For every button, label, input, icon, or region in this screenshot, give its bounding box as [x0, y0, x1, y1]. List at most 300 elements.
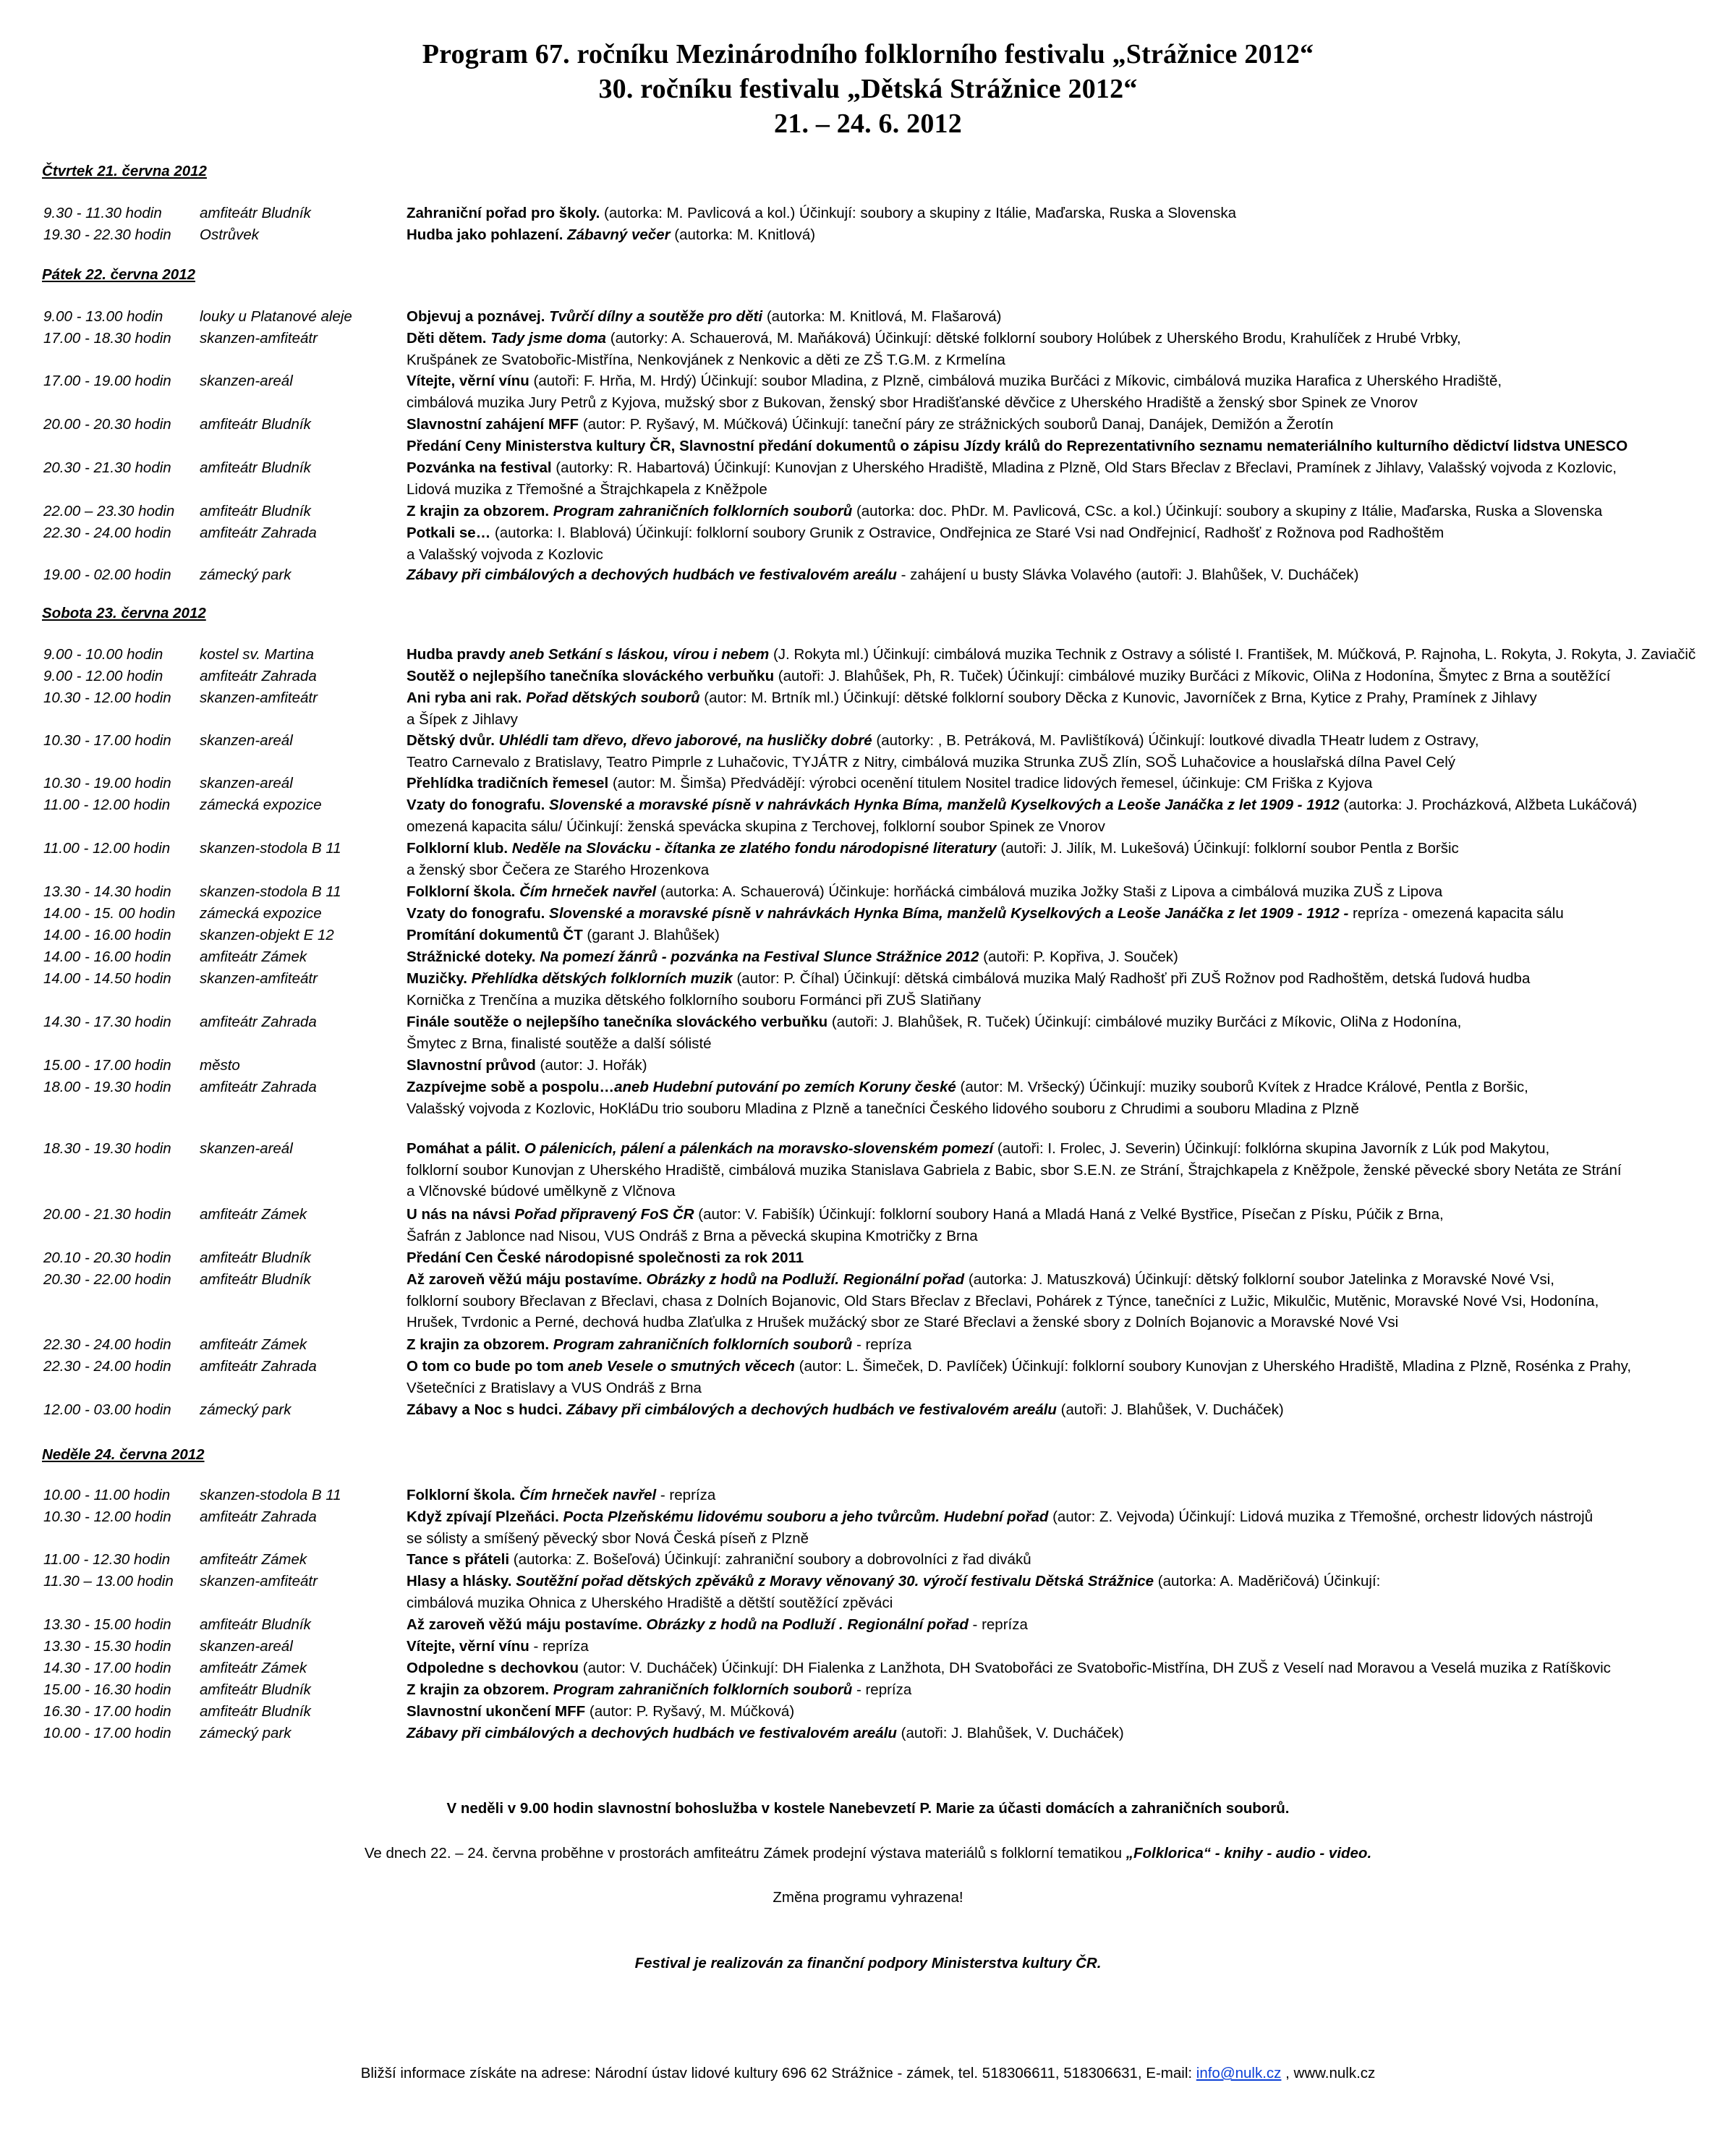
day-heading: Neděle 24. června 2012	[42, 1446, 205, 1463]
event-name: Až zaroveň věžú máju postavíme.	[407, 1616, 642, 1633]
event-place: amfiteátr Bludník	[200, 1271, 311, 1288]
event-details: (autorky: R. Habartová) Účinkují: Kunovjan z Uherského Hradiště, Mladina z Plzně, Old Stars Břeclav z Břeclavi, Pramínek z Jihlavy, Valašský vojvoda z Kozlovic,	[551, 459, 1617, 476]
event-details: (autor: V. Ducháček) Účinkují: DH Fialenka z Lanžhota, DH Svatobořáci ze Svatobořic-Mistřína, DH ZUŠ z Veselí nad Moravou a Veselá muzika z Ratíškovic	[579, 1660, 1611, 1676]
event-time: 9.00 - 12.00 hodin	[43, 668, 163, 684]
change-note: Změna programu vyhrazena!	[773, 1889, 963, 1906]
event-line	[407, 1249, 804, 1266]
event-subtitle: Zábavy při cimbálových a dechových hudbách ve festivalovém areálu	[562, 1401, 1057, 1418]
event-place: amfiteátr Bludník	[200, 1249, 311, 1266]
event-details-cont: se sólisty a smíšený pěvecký sbor Nová Česká píseň z Plzně	[407, 1529, 809, 1547]
event-description	[407, 1077, 1709, 1119]
event-subtitle: Pocta Plzeňskému lidovému souboru a jeho tvůrcům. Hudební pořad	[558, 1508, 1049, 1525]
event-description	[407, 457, 1709, 500]
event-place: zámecký park	[200, 1401, 292, 1418]
event-description	[407, 1485, 1709, 1506]
event-details: - repríza	[852, 1681, 912, 1698]
event-place: amfiteátr Bludník	[200, 459, 311, 476]
event-details: (autor: J. Hořák)	[535, 1057, 647, 1074]
event-subtitle: Zábavy při cimbálových a dechových hudbách ve festivalovém areálu	[407, 1725, 897, 1741]
event-details: - repríza	[852, 1336, 912, 1353]
event-description	[407, 1356, 1709, 1398]
event-time: 15.00 - 16.30 hodin	[43, 1681, 171, 1698]
event-time: 19.00 - 02.00 hodin	[43, 566, 171, 583]
event-time: 13.30 - 15.00 hodin	[43, 1616, 171, 1633]
title-line-3: 21. – 24. 6. 2012	[774, 109, 962, 139]
event-place: zámecká expozice	[200, 797, 322, 813]
event-place: město	[200, 1057, 240, 1074]
event-name: Folklorní škola.	[407, 883, 516, 900]
event-subtitle: aneb Vesele o smutných věcech	[563, 1358, 795, 1375]
event-line	[407, 1014, 1461, 1030]
event-name: Předání Cen České národopisné společnosti za rok 2011	[407, 1249, 804, 1266]
event-details-cont: Lidová muzika z Třemošné a Štrajchkapela z Kněžpole	[407, 480, 767, 498]
event-description	[407, 1055, 1709, 1077]
support-note: Festival je realizován za finanční podpory Ministerstva kultury ČR.	[634, 1955, 1102, 1971]
event-details: (autor: P. Číhal) Účinkují: dětská cimbálová muzika Malý Radhošť při ZUŠ Rožnov pod Radhoštěm, detská ľudová hudba	[732, 970, 1531, 987]
event-line	[407, 1271, 1554, 1288]
event-place: amfiteátr Zahrada	[200, 1358, 317, 1375]
event-subtitle: Přehlídka dětských folklorních muzik	[467, 970, 733, 987]
event-name: Zahraniční pořad pro školy.	[407, 205, 600, 221]
event-line	[407, 1401, 1284, 1418]
event-details: repríza - omezená kapacita sálu	[1348, 905, 1564, 922]
event-details: - repríza	[529, 1638, 589, 1655]
event-name: Zábavy a Noc s hudci.	[407, 1401, 563, 1418]
event-details: (autor: L. Šimeček, D. Pavlíček) Účinkují: folklorní soubory Kunovjan z Uherského Hradiště, Mladina z Plzně, Rosénka z Prahy,	[794, 1358, 1632, 1375]
event-details-cont: Krušpánek ze Svatobořic-Mistřína, Nenkovjánek z Nenkovic a děti ze ZŠ T.G.M. z Krmelína	[407, 351, 1005, 368]
event-details-cont: a Šípek z Jihlavy	[407, 710, 518, 728]
event-details: (autor: M. Šimša) Předvádějí: výrobci ocenění titulem Nositel tradice lidových řemesel, účinkuje: CM Friška z Kyjova	[608, 775, 1373, 791]
event-details: (autorka: A. Maděričová) Účinkují:	[1154, 1573, 1381, 1589]
event-time: 22.00 – 23.30 hodin	[43, 503, 175, 519]
event-place: skanzen-areál	[200, 373, 293, 389]
event-description	[407, 522, 1709, 565]
event-time: 22.30 - 24.00 hodin	[43, 1358, 171, 1375]
event-description	[407, 1204, 1709, 1247]
event-name: Zazpívejme sobě a pospolu…	[407, 1079, 615, 1095]
event-details: (autorka: M. Knitlová, M. Flašarová)	[762, 308, 1002, 325]
title-line-2: 30. ročníku festivalu „Dětská Strážnice 2012“	[598, 74, 1138, 104]
event-name: Folklorní škola.	[407, 1487, 516, 1503]
event-line	[407, 1638, 589, 1655]
event-time: 19.30 - 22.30 hodin	[43, 226, 171, 243]
event-time: 16.30 - 17.00 hodin	[43, 1703, 171, 1720]
event-place: skanzen-amfiteátr	[200, 330, 318, 347]
event-details: (autorka: A. Schauerová) Účinkuje: horňácká cimbálová muzika Jožky Staši z Lipova a cimbálová muzika ZUŠ z Lipova	[656, 883, 1443, 900]
event-details-cont: Šmytec z Brna, finalisté soutěže a další sólisté	[407, 1035, 712, 1052]
event-details: (autoři: J. Jilík, M. Lukešová) Účinkují: folklorní soubor Pentla z Boršic	[996, 840, 1459, 857]
event-details: - zahájení u busty Slávka Volavého (autoři: J. Blahůšek, V. Ducháček)	[896, 566, 1359, 583]
event-description	[407, 838, 1709, 880]
event-time: 11.30 – 13.00 hodin	[43, 1573, 174, 1589]
event-name: Vítejte, věrní vínu	[407, 373, 529, 389]
event-description	[407, 1636, 1709, 1658]
event-subtitle: Neděle na Slovácku - čítanka ze zlatého fondu národopisné literatury	[508, 840, 997, 857]
event-details: (autorka: M. Knitlová)	[670, 226, 816, 243]
event-place: amfiteátr Bludník	[200, 1681, 311, 1698]
event-details: (autorka: M. Pavlicová a kol.) Účinkují: soubory a skupiny z Itálie, Maďarska, Ruska a Slovenska	[600, 205, 1236, 221]
event-time: 14.30 - 17.30 hodin	[43, 1014, 171, 1030]
event-time: 10.30 - 19.00 hodin	[43, 775, 171, 791]
event-description	[407, 881, 1709, 903]
event-details-cont: a ženský sbor Čečera ze Starého Hrozenkova	[407, 861, 710, 878]
event-place: skanzen-areál	[200, 1638, 293, 1655]
event-description	[407, 968, 1709, 1011]
mass-note: V neděli v 9.00 hodin slavnostní bohoslužba v kostele Nanebevzetí P. Marie za účasti domácích a zahraničních souborů.	[446, 1800, 1290, 1817]
event-time: 17.00 - 19.00 hodin	[43, 373, 171, 389]
event-time: 10.30 - 17.00 hodin	[43, 732, 171, 749]
event-time: 13.30 - 15.30 hodin	[43, 1638, 171, 1655]
event-name: Promítání dokumentů ČT	[407, 927, 583, 943]
event-name: Z krajin za obzorem.	[407, 1681, 550, 1698]
event-details: (autor: P. Ryšavý, M. Múčková) Účinkují: taneční páry ze strážnických souborů Danaj, Danájek, Demižón a Žerotín	[579, 416, 1334, 433]
event-subtitle: Zábavy při cimbálových a dechových hudbách ve festivalovém areálu	[407, 566, 897, 583]
event-subtitle: aneb Hudební putování po zemích Koruny české	[614, 1079, 956, 1095]
event-description	[407, 1506, 1709, 1549]
event-line	[407, 970, 1530, 987]
event-time: 18.30 - 19.30 hodin	[43, 1140, 171, 1157]
event-subtitle: Slovenské a moravské písně v nahrávkách Hynka Bíma, manželů Kyselkových a Leoše Janáčka z let 1909 - 1912	[545, 797, 1340, 813]
event-place: amfiteátr Zámek	[200, 1551, 307, 1568]
event-line	[407, 732, 1479, 749]
event-details: (autorka: J. Matuszková) Účinkují: dětský folklorní soubor Jatelinka z Moravské Nové Vsi,	[964, 1271, 1554, 1288]
event-time: 11.00 - 12.00 hodin	[43, 840, 171, 857]
event-subtitle: aneb Setkání s láskou, vírou i nebem	[505, 646, 770, 663]
event-time: 15.00 - 17.00 hodin	[43, 1057, 171, 1074]
sale-note-text: Ve dnech 22. – 24. června proběhne v prostorách amfiteátru Zámek prodejní výstava materiálů s folklorní tematikou	[364, 1845, 1126, 1862]
event-description	[407, 1571, 1709, 1613]
event-line	[407, 330, 1461, 347]
event-name: Pozvánka na festival	[407, 459, 552, 476]
event-name: Odpoledne s dechovkou	[407, 1660, 579, 1676]
event-subtitle: O pálenicích, pálení a pálenkách na moravsko-slovenském pomezí	[520, 1140, 994, 1157]
event-line	[407, 373, 1502, 389]
event-place: amfiteátr Bludník	[200, 503, 311, 519]
event-line	[407, 205, 1236, 221]
event-line	[407, 1358, 1631, 1375]
event-name: Dětský dvůr.	[407, 732, 495, 749]
event-place: skanzen-amfiteátr	[200, 1573, 318, 1589]
day-heading: Sobota 23. června 2012	[42, 605, 206, 621]
event-description	[407, 925, 1709, 946]
event-description	[407, 687, 1709, 730]
event-subtitle: Program zahraničních folklorních souborů	[549, 1336, 853, 1353]
event-time: 10.00 - 11.00 hodin	[43, 1487, 171, 1503]
event-line	[407, 1551, 1031, 1568]
event-description	[407, 224, 1709, 246]
event-name: Děti dětem.	[407, 330, 487, 347]
event-line	[407, 1057, 647, 1074]
event-subtitle: Pořad dětských souborů	[522, 689, 700, 706]
event-line	[407, 566, 1358, 583]
event-line	[407, 948, 1178, 965]
event-details: (autor: P. Ryšavý, M. Múčková)	[585, 1703, 795, 1720]
event-line	[407, 797, 1637, 813]
event-description	[407, 946, 1709, 968]
event-name: Slavnostní ukončení MFF	[407, 1703, 586, 1720]
event-details-cont: Všetečníci z Bratislavy a VUS Ondráš z Brna	[407, 1379, 702, 1396]
event-line	[407, 646, 1695, 663]
event-place: skanzen-stodola B 11	[200, 840, 341, 857]
event-details: - repríza	[968, 1616, 1028, 1633]
event-name: Slavnostní zahájení MFF	[407, 416, 579, 433]
event-name: Folklorní klub.	[407, 840, 509, 857]
event-name: U nás na návsi	[407, 1206, 511, 1223]
event-time: 14.30 - 17.00 hodin	[43, 1660, 171, 1676]
event-details-cont: cimbálová muzika Jury Petrů z Kyjova, mužský sbor z Bukovan, ženský sbor Hradišťanské děvčice z Uherského Hradiště a ženský sbor Spinek ze Vnorov	[407, 394, 1418, 411]
event-name: Pomáhat a pálit.	[407, 1140, 521, 1157]
event-place: amfiteátr Zámek	[200, 1660, 307, 1676]
event-line	[407, 459, 1617, 476]
event-description	[407, 1549, 1709, 1571]
event-line	[407, 1660, 1611, 1676]
event-place: amfiteátr Bludník	[200, 205, 311, 221]
event-subtitle: Tady jsme doma	[486, 330, 607, 347]
event-details-cont: Šafrán z Jablonce nad Nisou, VUS Ondráš z Brna a pěvecká skupina Kmotričky z Brna	[407, 1227, 978, 1244]
event-line	[407, 905, 1564, 922]
event-details: (autoři: J. Blahůšek, V. Ducháček)	[1056, 1401, 1284, 1418]
event-line	[407, 883, 1442, 900]
event-details: - repríza	[656, 1487, 716, 1503]
event-name: Přehlídka tradičních řemesel	[407, 775, 609, 791]
event-place: amfiteátr Zahrada	[200, 525, 317, 541]
event-details: (autoři: I. Frolec, J. Severin) Účinkují: folklórna skupina Javorník z Lúk pod Makytou,	[993, 1140, 1550, 1157]
contact-email-link[interactable]: info@nulk.cz	[1196, 2065, 1282, 2081]
event-place: skanzen-areál	[200, 732, 293, 749]
event-place: amfiteátr Zámek	[200, 948, 307, 965]
event-time: 17.00 - 18.30 hodin	[43, 330, 171, 347]
event-time: 11.00 - 12.00 hodin	[43, 797, 171, 813]
event-time: 14.00 - 15. 00 hodin	[43, 905, 176, 922]
day-heading: Čtvrtek 21. června 2012	[42, 163, 207, 179]
event-line	[407, 1703, 794, 1720]
event-time: 10.30 - 12.00 hodin	[43, 689, 171, 706]
event-place: zámecký park	[200, 566, 292, 583]
event-line	[407, 1725, 1124, 1741]
event-place: amfiteátr Zahrada	[200, 1508, 317, 1525]
event-details: (autor: M. Brtník ml.) Účinkují: dětské folklorní soubory Děcka z Kunovic, Javorníček z Brna, Kytice z Prahy, Pramínek z Jihlavy	[699, 689, 1537, 706]
event-place: louky u Platanové aleje	[200, 308, 352, 325]
event-details-cont: Hrušek, Tvrdonic a Perné, dechová hudba Zlaťulka z Hrušek mužácký sbor ze Staré Břeclavi a ženské sbory z Dolních Bojanovic a Moravské Nové Vsi	[407, 1314, 1399, 1330]
event-name: Soutěž o nejlepšího tanečníka slováckého verbuňku	[407, 668, 775, 684]
event-line	[407, 775, 1372, 791]
event-name: Vzaty do fonografu.	[407, 797, 545, 813]
event-time: 11.00 - 12.30 hodin	[43, 1551, 171, 1568]
event-name: Tance s přáteli	[407, 1551, 510, 1568]
contact-note	[0, 2063, 1736, 2084]
event-description	[407, 773, 1709, 794]
event-name: Potkali se…	[407, 525, 491, 541]
event-place: skanzen-areál	[200, 1140, 293, 1157]
event-place: skanzen-amfiteátr	[200, 970, 318, 987]
event-details: (garant J. Blahůšek)	[582, 927, 720, 943]
event-description	[407, 730, 1709, 773]
event-name: Když zpívají Plzeňáci.	[407, 1508, 559, 1525]
sale-note-folklorica: „Folklorica“ - knihy - audio - video.	[1126, 1845, 1372, 1862]
event-place: Ostrůvek	[200, 226, 260, 243]
event-line	[407, 416, 1333, 433]
event-time: 9.30 - 11.30 hodin	[43, 205, 162, 221]
event-description	[407, 203, 1709, 224]
event-details: (J. Rokyta ml.) Účinkují: cimbálová muzika Technik z Ostravy a sólisté I. František, M. Múčková, P. Rajnoha, L. Rokyta, J. Rokyta, J. Zaviačič	[769, 646, 1696, 663]
event-description	[407, 1614, 1709, 1636]
event-line	[407, 1681, 911, 1698]
event-time: 22.30 - 24.00 hodin	[43, 1336, 171, 1353]
event-place: amfiteátr Zámek	[200, 1206, 307, 1223]
event-place: zámecký park	[200, 1725, 292, 1741]
event-details-cont: a Vlčnovské búdové umělkyně z Vlčnova	[407, 1183, 676, 1200]
event-name: Hudba jako pohlazení.	[407, 226, 563, 243]
event-place: amfiteátr Bludník	[200, 416, 311, 433]
event-description	[407, 1011, 1709, 1054]
event-details: (autor: V. Fabišík) Účinkují: folklorní soubory Haná a Mladá Haná z Velké Bystřice, Písečan z Písku, Púčik z Brna,	[694, 1206, 1444, 1223]
event-place: amfiteátr Bludník	[200, 1703, 311, 1720]
event-name: Ani ryba ani rak.	[407, 689, 522, 706]
event-details-cont: a Valašský vojvoda z Kozlovic	[407, 546, 603, 563]
event-description	[407, 1247, 1709, 1269]
event-description	[407, 1334, 1709, 1356]
event-description	[407, 666, 1709, 687]
event-time: 14.00 - 16.00 hodin	[43, 927, 171, 943]
event-name: O tom co bude po tom	[407, 1358, 564, 1375]
event-details-cont: omezená kapacita sálu/ Účinkují: ženská spevácka skupina z Terchovej, folklorní soubor Spinek ze Vnorov	[407, 818, 1105, 835]
event-line	[407, 1616, 1028, 1633]
event-line	[407, 927, 720, 943]
event-details: (autoři: J. Blahůšek, R. Tuček) Účinkují: cimbálové muziky Burčáci z Míkovic, OliNa z Hodonína,	[827, 1014, 1462, 1030]
event-time: 13.30 - 14.30 hodin	[43, 883, 171, 900]
event-line	[407, 1487, 715, 1503]
event-description	[407, 501, 1709, 522]
event-time: 14.00 - 16.00 hodin	[43, 948, 171, 965]
event-name: Finále soutěže o nejlepšího tanečníka slováckého verbuňku	[407, 1014, 828, 1030]
event-details: (autorka: doc. PhDr. M. Pavlicová, CSc. a kol.) Účinkují: soubory a skupiny z Itálie, Maďarska, Ruska a Slovenska	[852, 503, 1603, 519]
contact-text: Bližší informace získáte na adrese: Národní ústav lidové kultury 696 62 Strážnice - zámek, tel. 518306611, 518306631, E-mail:	[360, 2065, 1196, 2081]
event-place: amfiteátr Zámek	[200, 1336, 307, 1353]
event-details: (autoři: J. Blahůšek, V. Ducháček)	[896, 1725, 1124, 1741]
event-line	[407, 1336, 911, 1353]
event-details: (autorky: , B. Petráková, M. Pavlištíková) Účinkují: loutkové divadla THeatr ludem z Ostravy,	[872, 732, 1479, 749]
event-details: (autoři: F. Hrňa, M. Hrdý) Účinkují: soubor Mladina, z Plzně, cimbálová muzika Burčáci z Míkovic, cimbálová muzika Harafica z Uherského Hradiště,	[529, 373, 1502, 389]
event-subtitle: Program zahraničních folklorních souborů	[549, 1681, 853, 1698]
event-details-cont: folklorní soubory Břeclavan z Břeclavi, chasa z Dolních Bojanovic, Old Stars Břeclav z Břeclavi, Pohárek z Týnce, tanečníci z Lužic, Mikulčic, Mutěnic, Moravské Nové Vsi, Hodonína,	[407, 1292, 1599, 1310]
event-details-cont: Teatro Carnevalo z Bratislavy, Teatro Pimprle z Luhačovic, TYJÁTR z Nitry, cimbálová muzika Strunka ZUŠ Zlín, SOŠ Luhačovice a houslařská dílna Pavel Celý	[407, 753, 1456, 771]
event-line	[407, 1573, 1380, 1589]
event-place: amfiteátr Zahrada	[200, 1079, 317, 1095]
event-line	[407, 668, 1610, 684]
event-line	[407, 226, 815, 243]
event-description	[407, 903, 1709, 925]
event-line	[407, 1079, 1528, 1095]
event-place: skanzen-stodola B 11	[200, 1487, 341, 1503]
event-description	[407, 1269, 1709, 1333]
event-subtitle: Na pomezí žánrů - pozvánka na Festival Slunce Strážnice 2012	[535, 948, 979, 965]
event-line	[407, 1140, 1549, 1157]
event-description	[407, 644, 1709, 666]
event-name: Vzaty do fonografu.	[407, 905, 545, 922]
event-name: Hlasy a hlásky.	[407, 1573, 512, 1589]
event-time: 20.00 - 21.30 hodin	[43, 1206, 171, 1223]
title-line-1: Program 67. ročníku Mezinárodního folklorního festivalu „Strážnice 2012“	[422, 39, 1314, 69]
event-line	[407, 503, 1602, 519]
event-place: skanzen-objekt E 12	[200, 927, 334, 943]
event-time: 9.00 - 13.00 hodin	[43, 308, 163, 325]
contact-web: , www.nulk.cz	[1281, 2065, 1376, 2081]
event-name: Z krajin za obzorem.	[407, 503, 550, 519]
event-time: 12.00 - 03.00 hodin	[43, 1401, 171, 1418]
event-place: amfiteátr Bludník	[200, 1616, 311, 1633]
event-name: Hudba pravdy	[407, 646, 506, 663]
event-line	[407, 1508, 1593, 1525]
event-place: amfiteátr Zahrada	[200, 1014, 317, 1030]
event-subtitle: Zábavný večer	[563, 226, 671, 243]
event-place: amfiteátr Zahrada	[200, 668, 317, 684]
event-line	[407, 689, 1537, 706]
event-name: Až zaroveň věžú máju postavíme.	[407, 1271, 642, 1288]
event-subtitle: Slovenské a moravské písně v nahrávkách Hynka Bíma, manželů Kyselkových a Leoše Janáčka z let 1909 - 1912 -	[545, 905, 1349, 922]
event-description	[407, 564, 1709, 586]
event-time: 9.00 - 10.00 hodin	[43, 646, 163, 663]
event-description	[407, 1658, 1709, 1679]
event-details: (autorka: I. Blablová) Účinkují: folklorní soubory Grunik z Ostravice, Ondřejnica ze Staré Vsi nad Ondřejnicí, Radhošť z Rožnova pod Radhoštěm	[490, 525, 1444, 541]
event-subtitle: Uhlédli tam dřevo, dřevo jaborové, na husličky dobré	[494, 732, 872, 749]
event-details: (autorky: A. Schauerová, M. Maňáková) Účinkují: dětské folklorní soubory Holúbek z Uherského Brodu, Krahulíček z Hrubé Vrbky,	[606, 330, 1461, 347]
event-name: Z krajin za obzorem.	[407, 1336, 550, 1353]
event-name: Muzičky.	[407, 970, 467, 987]
event-name: Slavnostní průvod	[407, 1057, 536, 1074]
event-time: 18.00 - 19.30 hodin	[43, 1079, 171, 1095]
event-subtitle: Program zahraničních folklorních souborů	[549, 503, 853, 519]
event-extra-line: Předání Ceny Ministerstva kultury ČR, Slavnostní předání dokumentů o zápisu Jízdy králů do Reprezentativního seznamu nemateriálního kulturního dědictví lidstva UNESCO	[407, 437, 1628, 454]
event-description	[407, 414, 1709, 457]
event-place: zámecká expozice	[200, 905, 322, 922]
event-name: Vítejte, věrní vínu	[407, 1638, 529, 1655]
event-details-cont: cimbálová muzika Ohnica z Uherského Hradiště a dětští soutěžící zpěváci	[407, 1594, 893, 1611]
event-line	[407, 308, 1002, 325]
event-details: (autor: Z. Vejvoda) Účinkují: Lidová muzika z Třemošné, orchestr lidových nástrojů	[1048, 1508, 1594, 1525]
event-place: kostel sv. Martina	[200, 646, 314, 663]
event-description	[407, 1701, 1709, 1723]
event-line	[407, 1206, 1444, 1223]
event-subtitle: Pořad připravený FoS ČR	[510, 1206, 694, 1223]
event-subtitle: Soutěžní pořad dětských zpěváků z Moravy věnovaný 30. výročí festivalu Dětská Strážnice	[511, 1573, 1154, 1589]
event-details: (autor: M. Vršecký) Účinkují: muziky souborů Kvítek z Hradce Králové, Pentla z Boršic,	[956, 1079, 1528, 1095]
event-description	[407, 1723, 1709, 1744]
event-line	[407, 525, 1444, 541]
event-details: (autorka: Z. Bošeľová) Účinkují: zahraniční soubory a dobrovolníci z řad diváků	[509, 1551, 1031, 1568]
event-description	[407, 794, 1709, 837]
event-details-cont: folklorní soubor Kunovjan z Uherského Hradiště, cimbálová muzika Stanislava Gabriela z Babic, sbor S.E.N. ze Strání, Štrajchkapela z Kněžpole, ženské pěvecké sbory Netáta ze Strání	[407, 1161, 1622, 1179]
day-heading: Pátek 22. června 2012	[42, 266, 195, 283]
event-time: 20.10 - 20.30 hodin	[43, 1249, 171, 1266]
event-time: 20.30 - 22.00 hodin	[43, 1271, 171, 1288]
event-time: 20.00 - 20.30 hodin	[43, 416, 171, 433]
event-details: (autoři: J. Blahůšek, Ph, R. Tuček) Účinkují: cimbálové muziky Burčáci z Míkovic, OliNa z Hodonína, Šmytec z Brna a soutěžící	[774, 668, 1611, 684]
event-name: Strážnické doteky.	[407, 948, 536, 965]
event-time: 14.00 - 14.50 hodin	[43, 970, 171, 987]
event-description	[407, 370, 1709, 413]
event-line	[407, 840, 1459, 857]
event-details: (autoři: P. Kopřiva, J. Souček)	[979, 948, 1178, 965]
sale-note	[0, 1843, 1736, 1864]
event-description	[407, 1399, 1709, 1421]
event-time: 20.30 - 21.30 hodin	[43, 459, 171, 476]
event-subtitle: Obrázky z hodů na Podluží . Regionální pořad	[642, 1616, 969, 1633]
event-subtitle: Tvůrčí dílny a soutěže pro děti	[545, 308, 763, 325]
event-place: skanzen-stodola B 11	[200, 883, 341, 900]
event-name: Objevuj a poznávej.	[407, 308, 545, 325]
event-subtitle: Obrázky z hodů na Podluží. Regionální pořad	[642, 1271, 965, 1288]
event-description	[407, 1679, 1709, 1701]
